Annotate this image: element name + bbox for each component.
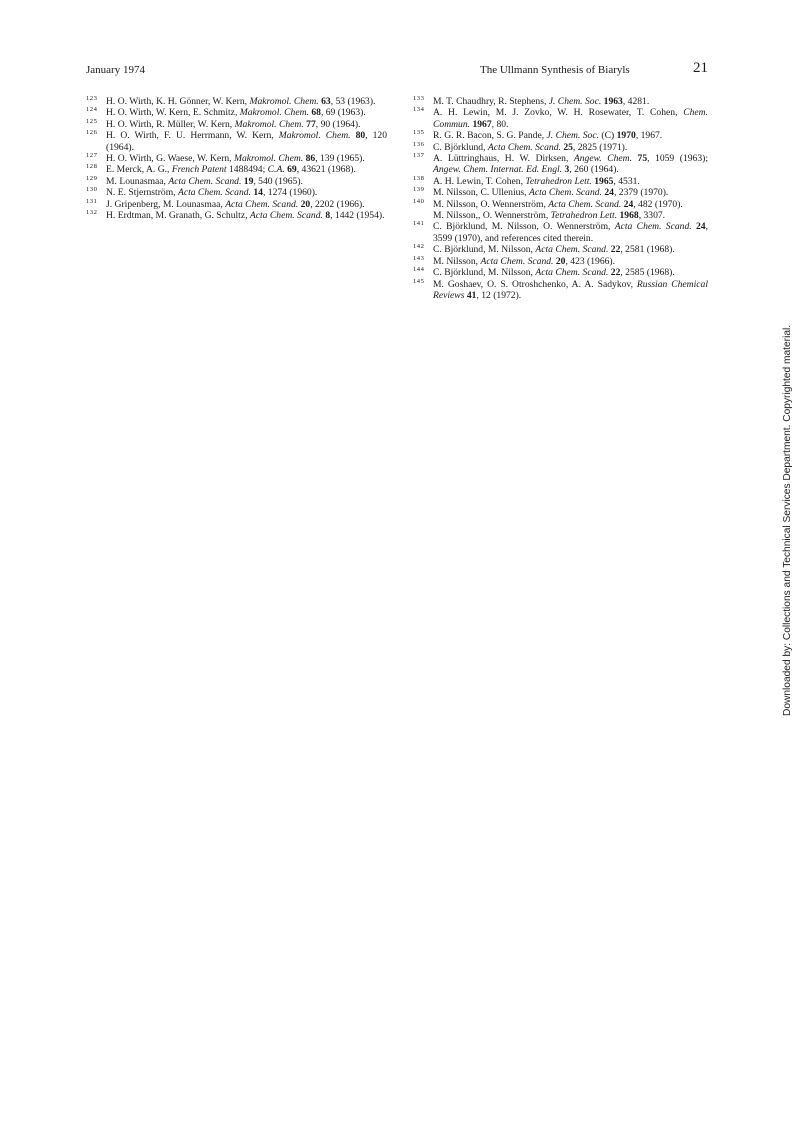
reference-volume: 1963 [603,96,623,107]
reference-entry [413,267,708,278]
reference-volume: 41 [466,289,477,301]
reference-entry [86,107,387,118]
reference-authors: H. O. Wirth, R. Müller, W. Kern, [106,118,235,130]
reference-journal: Acta Chem. Scand. [535,267,609,279]
reference-volume: 25 [563,141,573,153]
reference-authors: C. Björklund, [433,141,488,153]
reference-authors: R. G. R. Bacon, S. G. Pande, [433,130,547,142]
running-header [86,62,708,82]
reference-journal: Makromol. Chem. [234,118,304,130]
reference-volume: 75 [637,153,648,165]
reference-volume: 80 [355,130,366,142]
reference-authors: C. Björklund, M. Nilsson, [433,244,536,256]
reference-tail: , 423 (1966). [565,255,616,267]
reference-number: 126 [86,129,98,137]
reference-entry [86,130,387,153]
reference-entry [86,119,387,130]
reference-tail: , 1442 (1954). [330,210,385,222]
reference-volume: 1967 [472,118,492,130]
reference-volume: 19 [243,175,254,187]
reference-tail: , 4531. [613,175,640,187]
reference-journal: Makromol. Chem. [233,153,304,165]
reference-entry [413,199,708,210]
reference-entry [413,130,708,141]
reference-number: 143 [413,254,425,262]
reference-number: 142 [413,243,425,251]
reference-tail: , 2585 (1968). [620,267,675,279]
reference-tail: , 1059 (1963); [647,153,708,165]
reference-authors: J. Gripenberg, M. Lounasmaa, [106,198,226,210]
reference-authors: M. T. Chaudhry, R. Stephens, [433,96,549,107]
reference-volume: 24 [696,221,706,233]
reference-tail: , 3599 (1970), and references cited therein. [433,221,708,244]
reference-journal: J. Chem. Soc. [548,96,602,107]
reference-entry [86,96,387,107]
header-running-title: The Ullmann Synthesis of Biaryls [480,64,630,76]
reference-journal: Chem. Commun. [433,107,708,130]
reference-volume: 1965 [594,175,614,187]
reference-journal: Makromol. Chem. [239,107,309,119]
reference-entry [413,187,708,198]
reference-entry [86,199,387,210]
reference-entry [413,107,708,130]
reference-entry [86,153,387,164]
reference-journal: Acta Chem. Scand. [614,221,692,233]
reference-tail: , 90 (1964). [315,118,361,130]
reference-authors: M. Nilsson,, O. Wennerström, [433,210,551,222]
reference-volume: 20 [555,255,566,267]
reference-number: 138 [413,174,425,182]
reference-authors: A. Lüttringhaus, H. W. Dirksen, [433,153,574,165]
reference-entry [413,176,708,187]
reference-entry [86,176,387,187]
reference-entry [413,142,708,153]
reference-number: 124 [86,106,98,114]
reference-volume: 24 [623,198,634,210]
reference-entry [413,221,708,244]
reference-volume: 14 [253,187,263,199]
references-right-column [413,96,708,301]
reference-authors: M. Nilsson, C. Ullenius, [433,187,529,199]
reference-authors: A. H. Lewin, M. J. Zovko, W. H. Rosewater, T. Cohen, [433,107,684,119]
reference-number: 145 [413,277,425,285]
reference-tail: , 2581 (1968). [620,244,675,256]
reference-journal: J. Chem. Soc. [546,130,600,142]
reference-journal-secondary: Angew. Chem. Internat. Ed. Engl. [433,164,563,176]
reference-tail: , 53 (1963). [330,96,376,107]
reference-number: 140 [413,197,425,205]
reference-entry [413,279,708,302]
reference-entry [413,256,708,267]
reference-number: 127 [86,152,98,160]
reference-number: 134 [413,106,425,114]
reference-tail: , 80. [491,118,509,130]
reference-journal: Makromol. Chem. [249,96,319,107]
reference-number: 135 [413,129,425,137]
reference-number: 136 [413,140,425,148]
reference-tail: , 2825 (1971). [572,141,628,153]
reference-volume: 77 [306,118,316,130]
reference-authors: M. Goshaev, O. S. Otroshchenko, A. A. Sadykov, [433,278,637,290]
reference-authors: E. Merck, A. G., [106,164,172,176]
reference-authors: H. O. Wirth, W. Kern, E. Schmitz, [106,107,240,119]
reference-tail: , 2379 (1970). [613,187,669,199]
reference-tail: , 120 (1964). [106,130,387,153]
reference-tail: , 69 (1963). [320,107,366,119]
reference-journal: French Patent [171,164,227,176]
reference-journal: Acta Chem. Scand. [168,175,242,187]
reference-journal: Makromol. Chem. [278,130,351,142]
reference-authors: N. E. Stjernström, [106,187,178,199]
reference-tail: , 1967. [635,130,663,142]
reference-authors: M. Nilsson, [433,255,481,267]
reference-number: 129 [86,174,98,182]
reference-entry [413,96,708,107]
reference-journal: Acta Chem. Scand. [225,198,299,210]
reference-volume-secondary: 3 [564,164,570,176]
reference-entry [413,210,708,221]
reference-journal: Angew. Chem. [573,153,632,165]
header-date: January 1974 [86,64,145,76]
reference-entry [86,187,387,198]
reference-volume: 68 [311,107,321,119]
reference-tail: , 482 (1970). [633,198,683,210]
reference-volume: 1970 [616,130,636,142]
reference-number: 133 [413,95,425,102]
reference-journal: Acta Chem. Scand. [548,198,622,210]
reference-authors: M. Nilsson, O. Wennerström, [433,198,549,210]
reference-tail: , 3307. [638,210,666,222]
reference-separator: (C) [599,130,617,142]
reference-number: 132 [86,209,98,217]
reference-authors: C. Björklund, M. Nilsson, [433,267,536,279]
reference-volume: 63 [321,96,331,107]
reference-volume: 22 [610,267,621,279]
reference-entry [413,153,708,176]
reference-volume: 20 [300,198,311,210]
reference-tail: , 540 (1965). [253,175,303,187]
reference-volume: 8 [325,210,331,222]
reference-number: 131 [86,197,98,205]
reference-volume: 22 [610,244,621,256]
reference-journal: Acta Chem. Scand. [249,210,323,222]
reference-number: 125 [86,117,98,125]
reference-tail: , 1274 (1960). [262,187,318,199]
reference-journal: Tetrahedron Lett. [550,210,618,222]
reference-number: 137 [413,152,425,160]
reference-journal: Acta Chem. Scand. [487,141,561,153]
reference-number: 128 [86,163,98,171]
reference-journal: Acta Chem. Scand. [177,187,251,199]
reference-entry [86,210,387,221]
reference-number: 123 [86,95,98,102]
reference-tail: , 4281. [622,96,650,107]
reference-authors: M. Lounasmaa, [106,175,169,187]
reference-number: 130 [86,186,98,194]
reference-tail: , 12 (1972). [476,289,522,301]
reference-authors: H. O. Wirth, F. U. Herrmann, W. Kern, [106,130,279,142]
reference-journal: Acta Chem. Scand. [528,187,602,199]
reference-entry [86,164,387,175]
reference-journal-secondary: C.A. [267,164,285,176]
reference-entry [413,244,708,255]
reference-authors: H. O. Wirth, K. H. Gönner, W. Kern, [106,96,250,107]
download-notice: Downloaded by: Collections and Technical Services Department. Copyrighted material. [782,324,793,716]
reference-number: 139 [413,186,425,194]
page-number: 21 [693,60,708,76]
reference-volume-secondary: 69 [287,164,297,176]
reference-tail: , 139 (1965). [315,153,365,165]
reference-number: 144 [413,266,425,274]
reference-tail: , 43621 (1968). [296,164,356,176]
reference-journal: Acta Chem. Scand. [535,244,609,256]
reference-tail-secondary: , 260 (1964). [569,164,619,176]
references-left-column [86,96,387,221]
reference-volume: 1968 [619,210,639,222]
reference-authors: H. Erdtman, M. Granath, G. Schultz, [106,210,250,222]
reference-journal: Tetrahedron Lett. [525,175,592,187]
reference-journal: Russian Chemical Reviews [433,278,708,301]
reference-number: 141 [413,220,425,228]
reference-volume: 24 [604,187,614,199]
reference-separator: 1488494; [226,164,268,176]
reference-volume: 86 [305,153,316,165]
reference-journal: Acta Chem. Scand. [480,255,554,267]
reference-tail: , 2202 (1966). [310,198,365,210]
reference-authors: C. Björklund, M. Nilsson, O. Wennerström, [433,221,615,233]
reference-authors: A. H. Lewin, T. Cohen, [433,175,526,187]
reference-authors: H. O. Wirth, G. Waese, W. Kern, [106,153,234,165]
